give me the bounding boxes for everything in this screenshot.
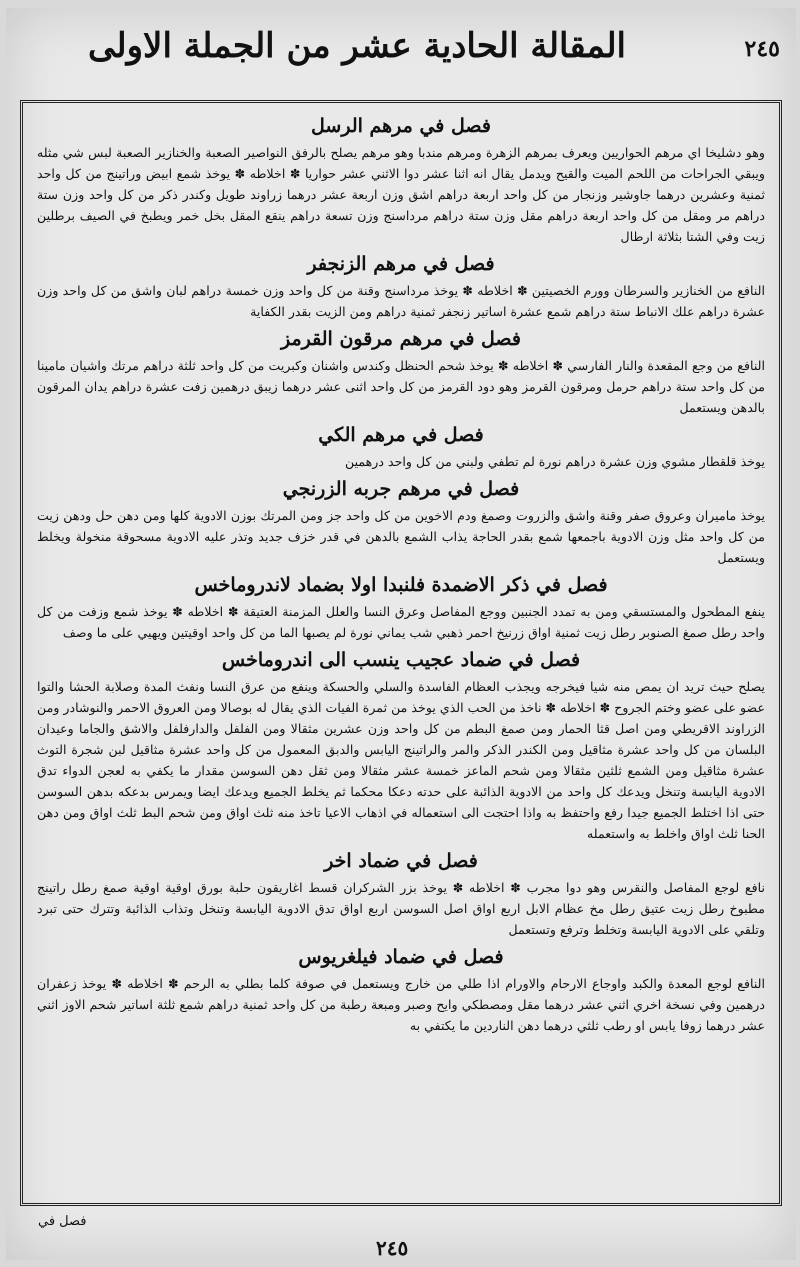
section-title: فصل في مرهم الكي <box>318 424 484 446</box>
section <box>37 574 765 643</box>
section-title: فصل في مرهم جربه الزرنجي <box>282 478 520 500</box>
section <box>37 253 765 322</box>
section-body: النافع لوجع المعدة والكبد واوجاع الارحام والاورام اذا طلي من خارج ويستعمل في صوفة كلما بطلي به الرحم ✽ اخلاطه ✽ يوخذ زعفران درهمين وفي نسخة اخري اثني عشر درهما مقل ومصطكي وايح وصبر ومبعة رطبة من كل واحد ثمنية دراهم شمع ثلثة اساتير شحم الاوز اثني عشر درهما زوفا يابس او رطب ثلثي درهما دهن الناردين ما يكتفي به <box>37 976 765 1033</box>
section-title: فصل في ضماد عجيب ينسب الى اندروماخس <box>221 649 581 671</box>
section <box>37 424 765 472</box>
section-title: فصل في مرهم مرقون القرمز <box>281 328 521 350</box>
section-title: فصل في ضماد اخر <box>324 850 478 872</box>
section-body: يوخذ قلقطار مشوي وزن عشرة دراهم نورة لم تطفي ولبني من كل واحد درهمين <box>345 454 765 469</box>
section-body: ينفع المطحول والمستسقي ومن به تمدد الجنبين ووجع المفاصل وعرق النسا والعلل المزمنة العتيقة ✽ اخلاطه ✽ يوخذ شمع وزفت من كل واحد رطل صمغ الصنوبر رطل زيت ثمنية اواق زرنيخ احمر ذهبي شب يماني نورة لم يصبها الما من كل واحد اوقيتين ويهيي على ما وصف <box>37 604 765 640</box>
header-page-number: ٢٤٥ <box>744 36 780 62</box>
section-body: النافع من الخنازير والسرطان وورم الخصيتين ✽ اخلاطه ✽ يوخذ مرداسنج وقنة من كل واحد وزن خمسة دراهم لبان واشق من كل واحد وزن عشرة دراهم علك الانباط ستة دراهم شمع عشرة اساتير زنجفر ثمنية دراهم ومن الزيت بقدر الكفاية <box>37 283 765 319</box>
section <box>37 328 765 418</box>
section-body: يصلح حيث تريد ان يمص منه شيا فيخرجه ويجذب العظام الفاسدة والسلي والحسكة وينفع من عرق النسا ونفث المدة وصلابة الحشا والتوا عضو على عضو وختم الجروح ✽ اخلاطه ✽ ناخذ من الحب الذي يوخذ من ثمرة الفيات الذي يقال له بوصالا ومن العروق الاحمر والنوشادر ومن الزراوند الاقريطي ومن اصل قثا الحمار ومن صمغ البطم من كل واحد وزن عشرين مثقالا ومن الفلفل والدارفلفل والاشق والجاما وعيدان البلسان من كل واحد عشرة مثاقيل ومن الكندر الذكر والمر والراتينج اليابس والدبق المعمول من كل واحد عشرة مثاقيل لبن شجرة التوث عشرة مثاقيل ومن الشمع ثلثين مثقالا ومن شحم الماعز خمسة عشر مثقالا ومن ثقل دهن السوسن مقدار ما يكفي به لعجن الدواء تدق الادوية اليابسة وتنخل ويدعك كل واحد من الادوية الذائبة على حدته دعكا محكما ثم يخلط الجميع ويدعك ايضا ويمرس بدعكه بدهن السوسن حتى اذا اختلط الجميع جيدا رفع واحتفظ به واذا احتجت الى استعماله في اذهاب الاعيا تاخذ منه ثلث اواق ومن شحم البط ثلث اواق ومن دهن الحنا ثلث اواق واخلط به واستعمله <box>37 679 765 841</box>
section <box>37 115 765 247</box>
section-body: وهو دشليخا اي مرهم الحواريين ويعرف بمرهم الزهرة ومرهم مندبا وهو مرهم يصلح بالرفق النواصير الصعبة والخنازير الصعبة لبس شي مثله ويبقي الجراحات من اللحم الميت والقيح ويدمل يقال انه اثنا عشر دوا الاثني عشر حواريا ✽ اخلاطه ✽ يوخذ شمع ابيض وراتينج من كل واحد ثمنية وعشرين درهما جاوشير وزنجار من كل واحد اربعة دراهم اشق وزن اربعة عشر درهما زراوند طويل وكندر ذكر من كل واحد وزن ستة دراهم مر ومقل من كل واحد اربعة دراهم مقل وزن ستة دراهم مرداسنج وزن تسعة دراهم ينقع المقل بخل خمر ويطبخ في الصيف برطلين زيت وفي الشتا بثلاثة ارطال <box>37 145 765 244</box>
section <box>37 946 765 1036</box>
section-title: فصل في مرهم الرسل <box>311 115 491 137</box>
section-title: فصل في مرهم الزنجفر <box>307 253 495 275</box>
footer-page-number: ٢٤٥ <box>376 1236 409 1260</box>
section-title: فصل في ضماد فيلغريوس <box>298 946 504 968</box>
section-body: يوخذ ماميران وعروق صفر وقنة واشق والزروت وصمغ ودم الاخوين من كل واحد جز ومن المرتك بوزن الادوية كلها ومن دهن حل ودهن زيت من كل واحد مثل وزن الادوية باجمعها شمع بقدر الحاجة يذاب الشمع بالدهن في قدر خزف جديد وتذر عليه الادوية مسحوقة منخولة ويخلط ويستعمل <box>37 508 765 565</box>
page-header <box>6 22 796 86</box>
text-frame <box>20 100 782 1206</box>
running-title: المقالة الحادية عشر من الجملة الاولى <box>87 26 626 66</box>
catchword: فصل في <box>38 1214 87 1229</box>
section <box>37 649 765 844</box>
book-page <box>6 8 796 1260</box>
section-body: نافع لوجع المفاصل والنقرس وهو دوا مجرب ✽ اخلاطه ✽ يوخذ بزر الشركران قسط اغاريقون حلبة بورق اوقية اوقية صمغ رطل راتينج مطبوخ رطل زيت عتيق رطل مخ عظام الابل اربع اواق اصل السوسن اربع اواق تدق الادوية اليابسة وتنخل وتذاب الذائبة وتترك حتى تبرد وتلقي على الادوية اليابسة وتخلط وترفع وتستعمل <box>37 880 765 937</box>
section-title: فصل في ذكر الاضمدة فلنبدا اولا بضماد لاندروماخس <box>194 574 608 596</box>
section <box>37 850 765 940</box>
section-body: النافع من وجع المقعدة والنار الفارسي ✽ اخلاطه ✽ يوخذ شحم الحنظل وكندس واشنان وكبريت من كل واحد ثلثة دراهم مرتك واشيان مامينا من كل واحد ستة دراهم حرمل ومرقون القرمز وهو دود القرمز من كل واحد اثنى عشر درهما زيبق درهمين زفت عشرة دراهم يدان المرقون بالدهن ويستعمل <box>37 358 765 415</box>
section <box>37 478 765 568</box>
